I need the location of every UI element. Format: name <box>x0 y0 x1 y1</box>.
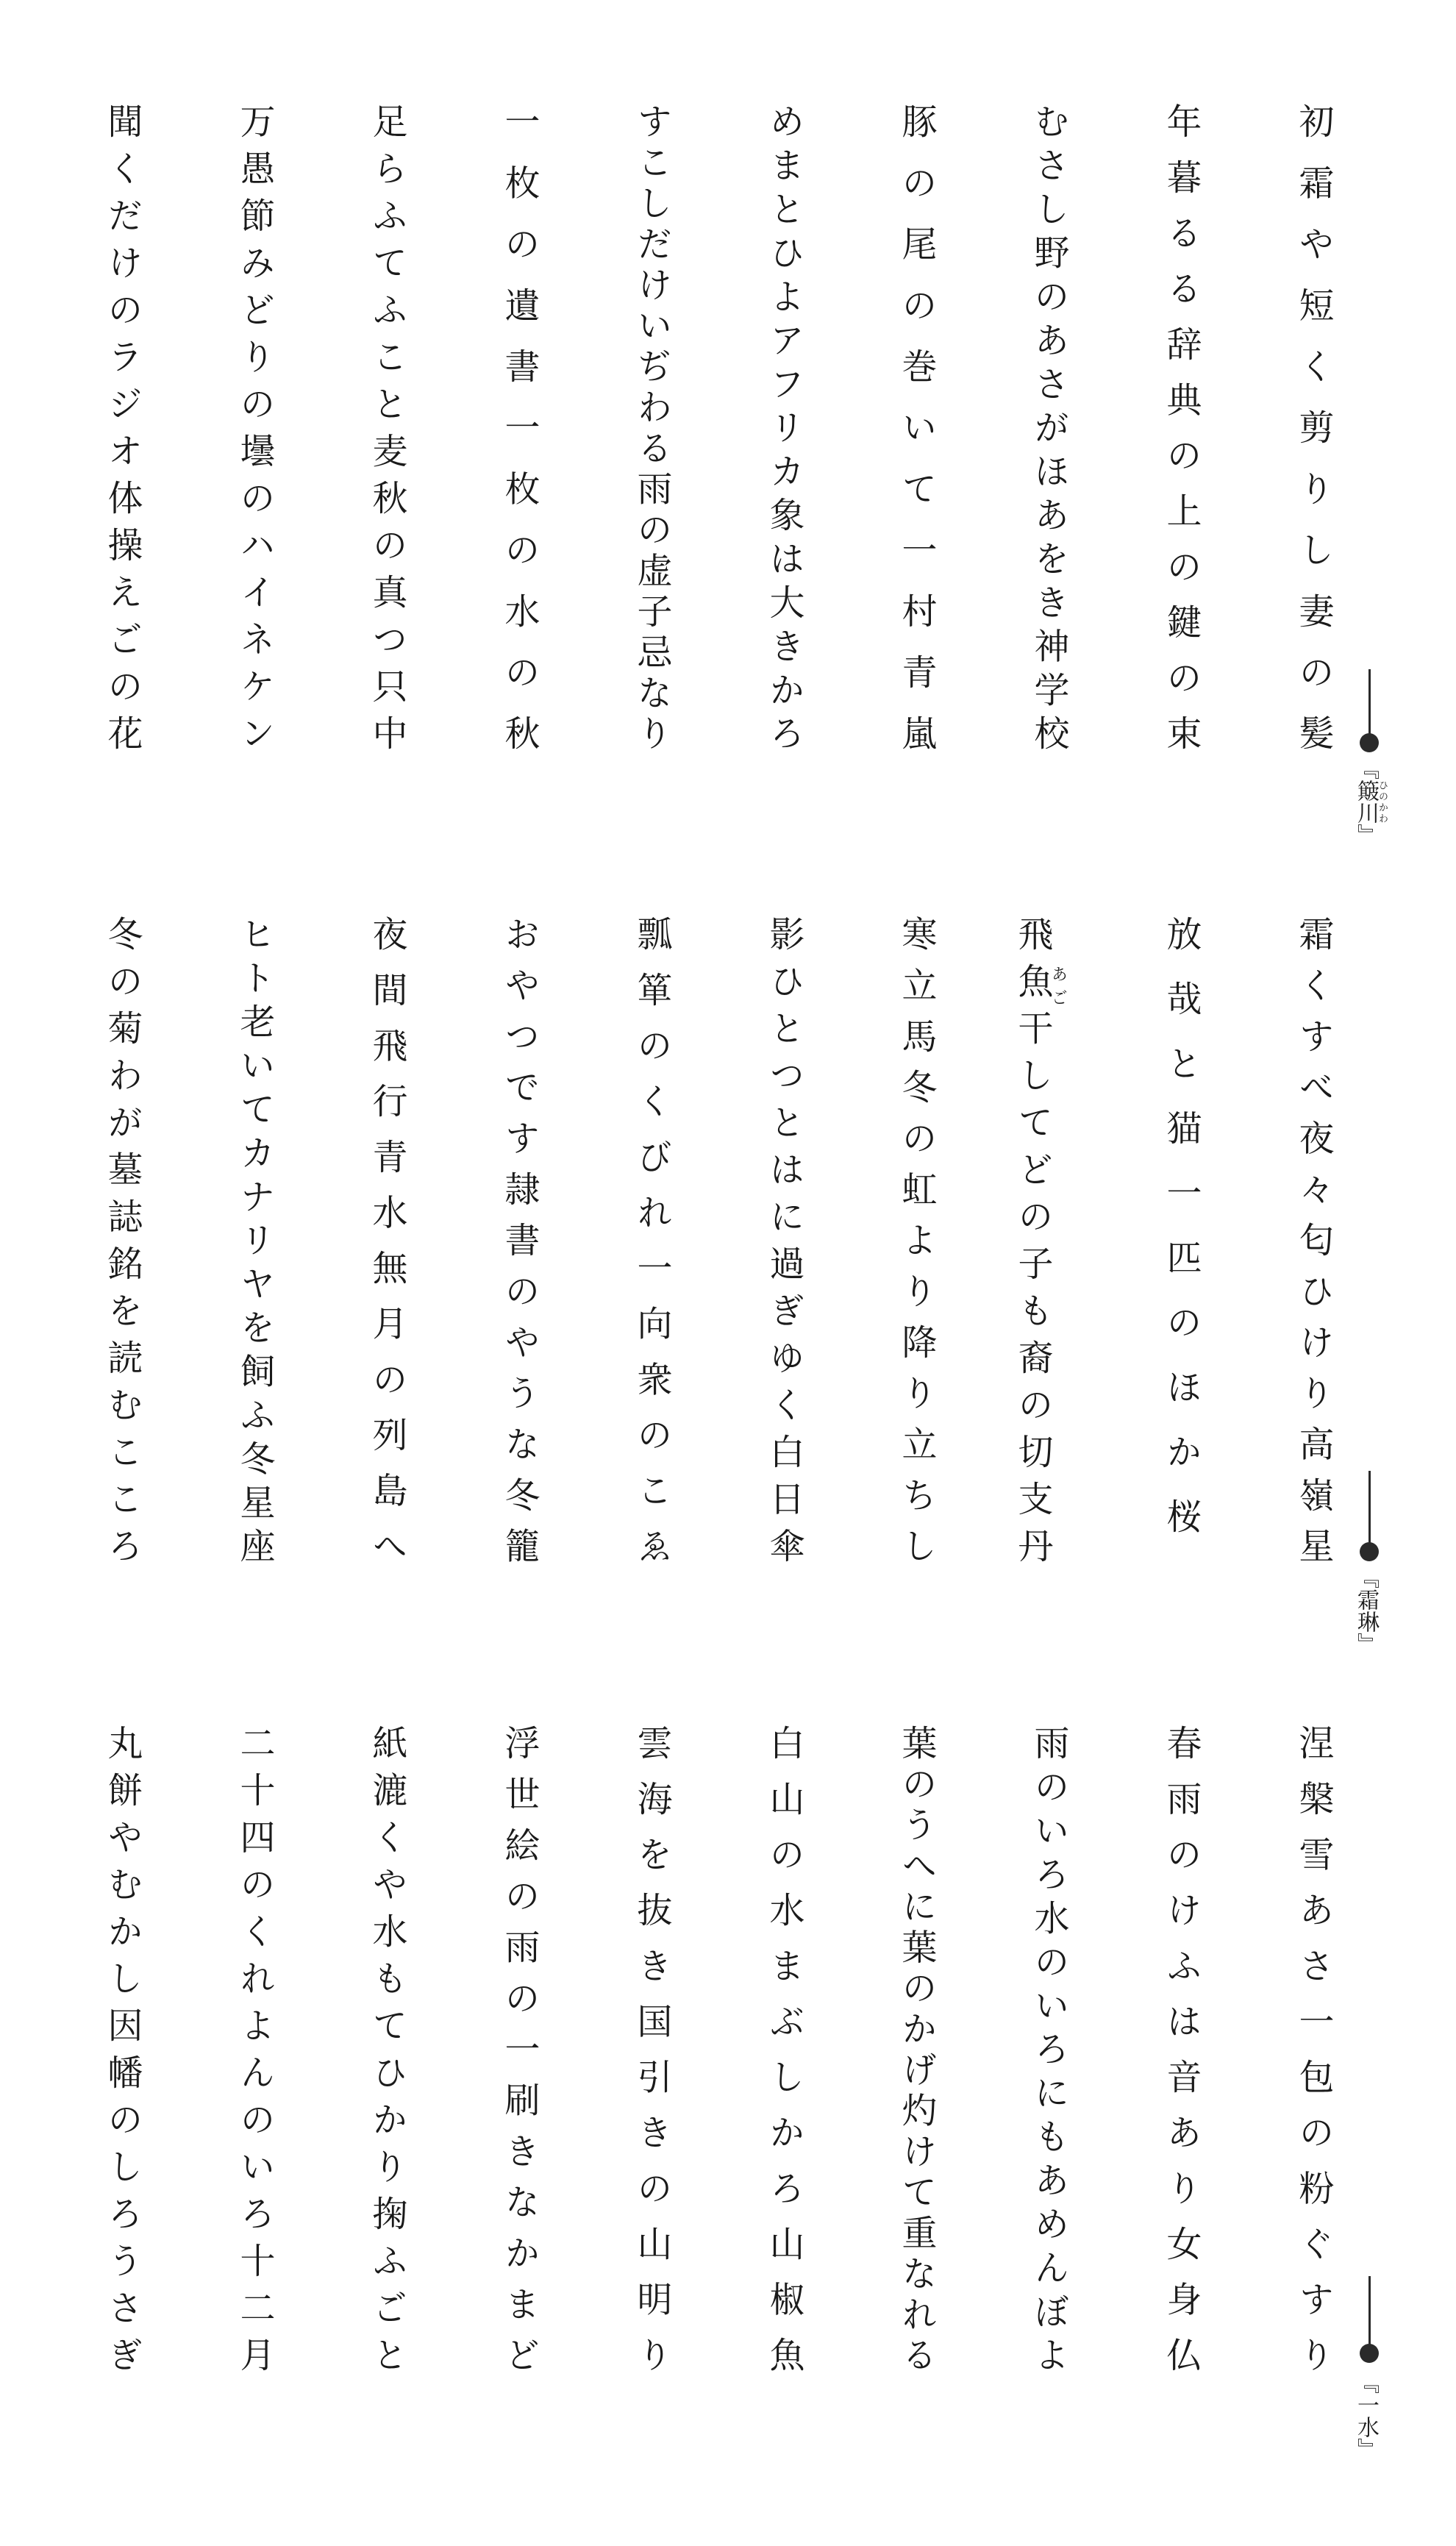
source-title-name: 一水 <box>1353 2394 1379 2438</box>
haiku-ruby-reading: あご <box>1049 963 1068 1010</box>
haiku-column <box>360 1725 407 2431</box>
anthology-section <box>0 103 1456 838</box>
anthology-section <box>0 1725 1456 2460</box>
source-title-name: 霜琳 <box>1353 1588 1379 1633</box>
haiku-column <box>228 103 275 809</box>
haiku-text: 白山の水まぶしかろ山椒魚 <box>763 1725 804 2392</box>
haiku-column <box>1012 916 1068 1622</box>
haiku-text: めまとひよアフリカ象は大きかろ <box>763 103 804 759</box>
source-title-close-bracket: 』 <box>1353 2438 1379 2460</box>
haiku-ruby-base: 魚 <box>1012 963 1053 1010</box>
haiku-column <box>625 103 672 809</box>
haiku-text: 影ひとつとはに過ぎゆく白日傘 <box>763 916 804 1575</box>
haiku-text: 紙漉くや水もてひかり掬ふごと <box>366 1725 407 2383</box>
source-marker-line <box>1368 669 1371 743</box>
haiku-text: 初霜や短く剪りし妻の髪 <box>1293 103 1334 777</box>
haiku-column <box>360 103 407 809</box>
haiku-column <box>757 916 802 1622</box>
haiku-text-tail: 干してどの子も裔の切支丹 <box>1012 1010 1053 1575</box>
haiku-column <box>757 103 802 809</box>
haiku-text: 万愚節みどりの壜のハイネケン <box>234 103 275 762</box>
haiku-column <box>1022 1725 1069 2431</box>
haiku-column <box>890 1725 937 2431</box>
haiku-column <box>1155 103 1202 809</box>
haiku-ruby <box>1012 963 1068 1010</box>
haiku-column <box>493 1725 540 2431</box>
haiku-text: 放哉と猫一匹のほか桜 <box>1160 916 1202 1563</box>
haiku-text: 雨のいろ水のいろにもあめんぼよ <box>1028 1725 1069 2381</box>
haiku-column <box>360 916 407 1622</box>
haiku-text: 聞くだけのラジオ体操えごの花 <box>101 103 143 762</box>
source-marker-dot <box>1360 2344 1379 2363</box>
source-title <box>1355 1566 1377 1655</box>
haiku-text: ヒト老いてカナリヤを飼ふ冬星座 <box>234 916 275 1572</box>
haiku-column <box>96 916 143 1622</box>
source-marker-line <box>1368 1471 1371 1552</box>
haiku-column <box>1155 1725 1202 2431</box>
haiku-text: 一枚の遺書一枚の水の秋 <box>499 103 540 777</box>
source-title-open-bracket: 『 <box>1353 2372 1379 2394</box>
haiku-column <box>890 103 937 809</box>
haiku-column <box>228 916 275 1622</box>
source-title-close-bracket: 』 <box>1353 1633 1379 1655</box>
haiku-text: 涅槃雪あさ一包の粉ぐすり <box>1293 1725 1334 2392</box>
haiku-column <box>757 1725 802 2431</box>
source-marker-dot <box>1360 1542 1379 1561</box>
haiku-text: むさし野のあさがほあをき神学校 <box>1028 103 1069 759</box>
haiku-column <box>1287 916 1334 1622</box>
haiku-text: 豚の尾の巻いて一村青嵐 <box>896 103 937 777</box>
source-title-ruby <box>1353 780 1388 824</box>
haiku-column <box>1022 103 1069 809</box>
haiku-text: 二十四のくれよんのいろ十二月 <box>234 1725 275 2383</box>
haiku-column <box>625 1725 672 2431</box>
haiku-text: 寒立馬冬の虹より降り立ちし <box>896 916 937 1579</box>
haiku-text: 足らふてふこと麦秋の真つ只中 <box>366 103 407 762</box>
source-title-reading: ひのかわ <box>1377 780 1388 824</box>
haiku-text: 冬の菊わが墓誌銘を読むこころ <box>101 916 143 1575</box>
haiku-column <box>890 916 937 1622</box>
haiku-text: 瓢箪のくびれ一向衆のこゑ <box>631 916 672 1583</box>
haiku-column <box>96 103 143 809</box>
haiku-text: 浮世絵の雨の一刷きなかまど <box>499 1725 540 2388</box>
haiku-column <box>625 916 672 1622</box>
haiku-text: 霜くすべ夜々匂ひけり高嶺星 <box>1293 916 1334 1579</box>
source-title <box>1355 757 1388 846</box>
source-marker-dot <box>1360 733 1379 752</box>
haiku-text: 夜間飛行青水無月の列島へ <box>366 916 407 1583</box>
haiku-text: 丸餅やむかし因幡のしろうさぎ <box>101 1725 143 2383</box>
haiku-text: 春雨のけふは音あり女身仏 <box>1160 1725 1202 2392</box>
haiku-column <box>96 1725 143 2431</box>
haiku-text: 葉のうへに葉のかげ灼けて重なれる <box>896 1725 937 2378</box>
haiku-column <box>493 916 540 1622</box>
source-marker-line <box>1368 2276 1371 2353</box>
haiku-column <box>493 103 540 809</box>
haiku-text: おやつです隷書のやうな冬籠 <box>499 916 540 1579</box>
haiku-text: 年暮るる辞典の上の鍵の束 <box>1160 103 1202 771</box>
source-title-open-bracket: 『 <box>1353 1566 1379 1588</box>
haiku-text-head: 飛 <box>1012 916 1053 963</box>
source-title <box>1355 2372 1377 2460</box>
haiku-text: 雲海を抜き国引きの山明り <box>631 1725 672 2392</box>
source-title-name: 簸川 <box>1353 780 1379 824</box>
source-title-close-bracket: 』 <box>1353 824 1379 846</box>
haiku-column <box>1287 103 1334 809</box>
haiku-column <box>228 1725 275 2431</box>
haiku-column <box>1155 916 1202 1622</box>
haiku-text: すこしだけいぢわる雨の虚子忌なり <box>631 103 672 756</box>
haiku-column <box>1287 1725 1334 2431</box>
anthology-section <box>0 916 1456 1651</box>
source-title-open-bracket: 『 <box>1353 757 1379 780</box>
